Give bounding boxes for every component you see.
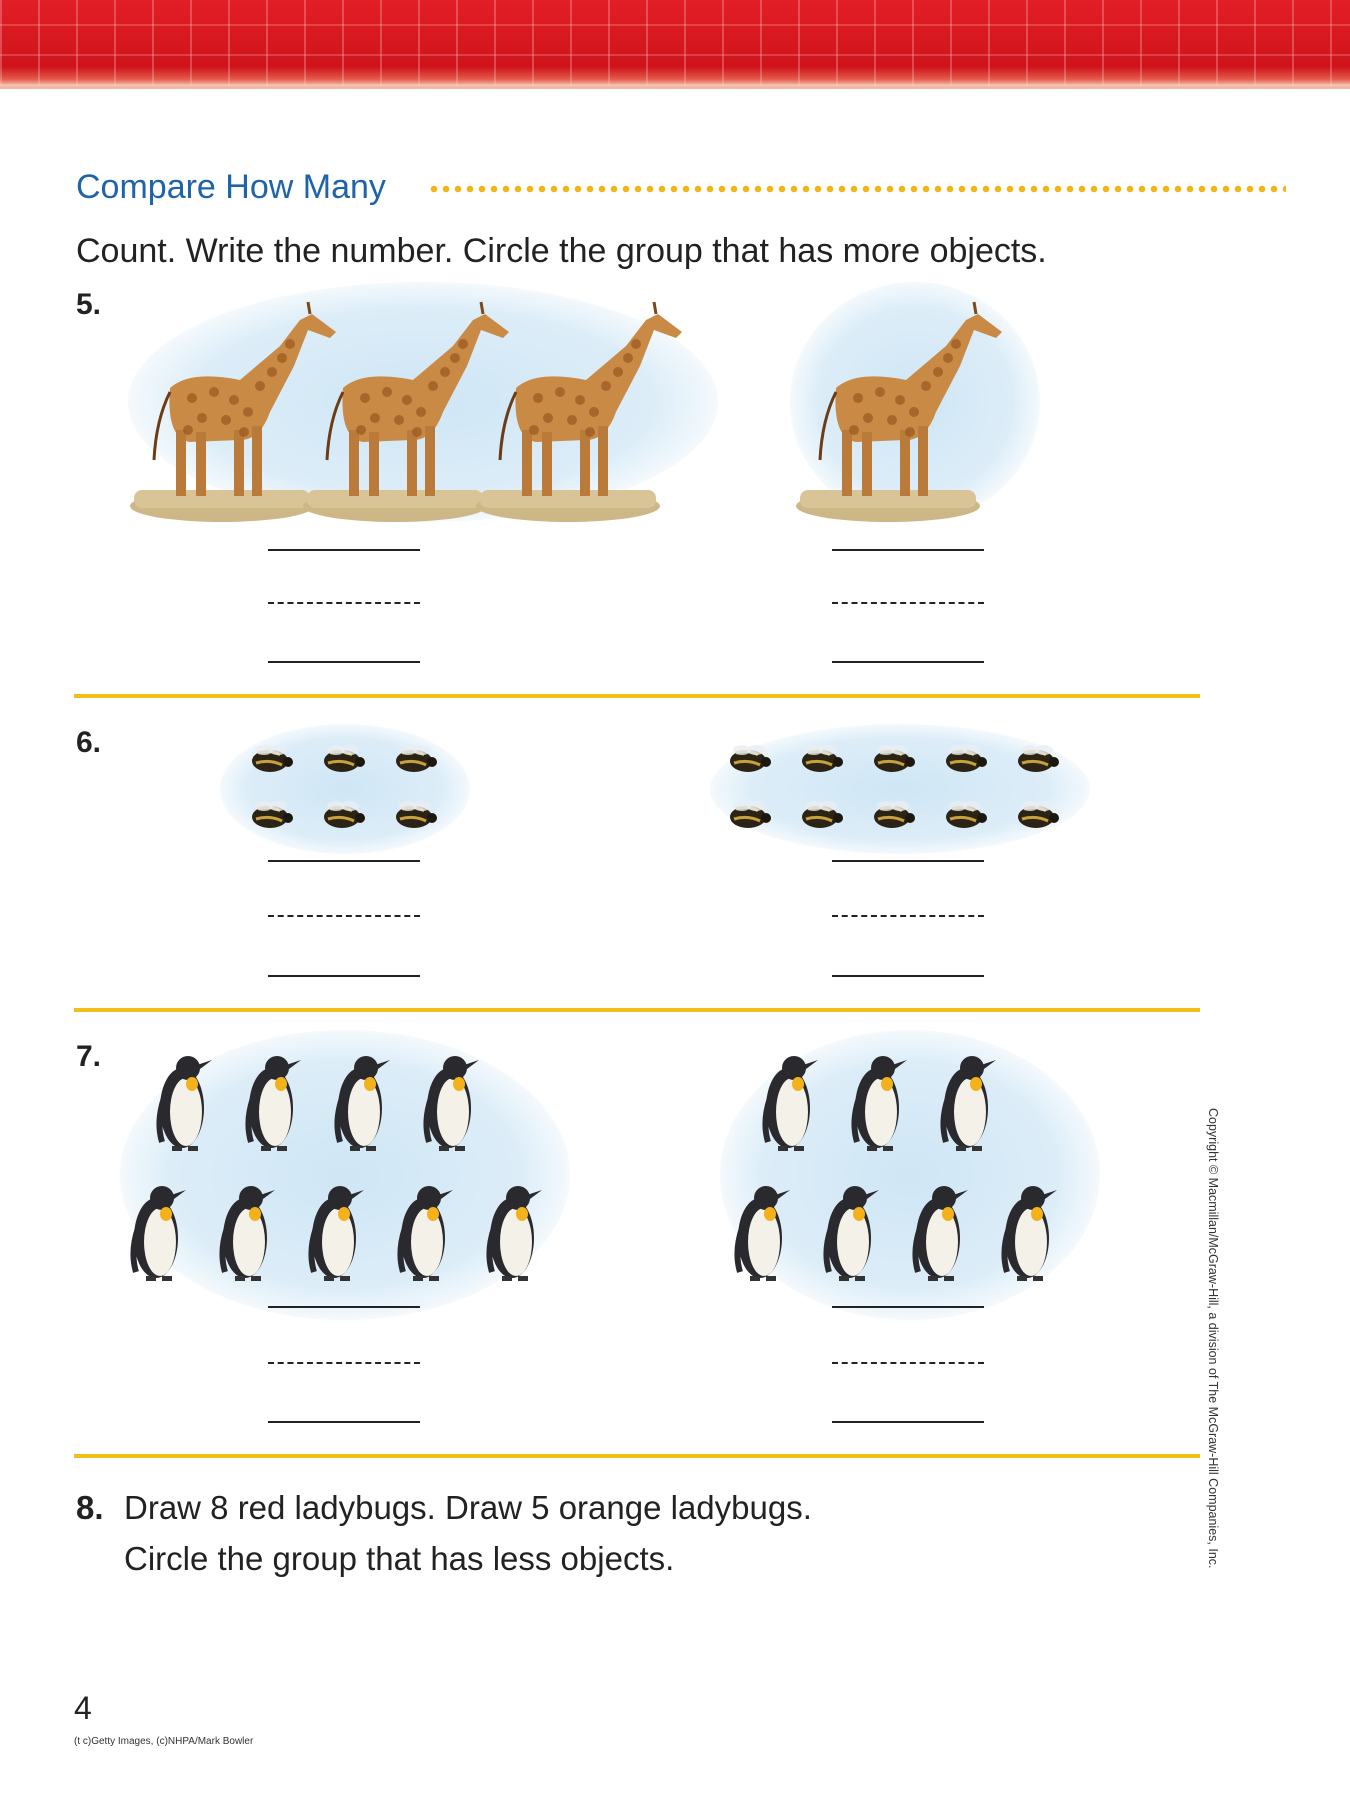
answer-line-top — [832, 860, 984, 862]
question-8-number: 8. — [76, 1489, 104, 1526]
header-banner-edge — [0, 86, 1350, 89]
answer-line-mid — [268, 1362, 420, 1364]
penguin-icon — [124, 1180, 188, 1284]
answer-line-top — [832, 1306, 984, 1308]
title-dotted-rule — [428, 185, 1286, 193]
penguin-icon — [906, 1180, 970, 1284]
bee-icon — [866, 801, 918, 829]
section-title: Compare How Many — [76, 168, 386, 206]
penguin-icon — [391, 1180, 455, 1284]
question-8 — [76, 1482, 812, 1584]
penguin-icon — [756, 1050, 820, 1154]
question-6-number: 6. — [76, 726, 102, 759]
penguin-icon — [239, 1050, 303, 1154]
penguin-icon — [302, 1180, 366, 1284]
answer-line-mid — [832, 915, 984, 917]
penguin-icon — [995, 1180, 1059, 1284]
question-6-right-backdrop — [710, 724, 1090, 854]
giraffe-icon — [476, 300, 686, 536]
answer-line-top — [832, 549, 984, 551]
answer-line-bottom[interactable] — [832, 661, 984, 663]
question-7-number: 7. — [76, 1040, 102, 1073]
answer-line-bottom[interactable] — [268, 975, 420, 977]
bee-icon — [722, 801, 774, 829]
bee-icon — [1010, 801, 1062, 829]
bee-icon — [388, 745, 440, 773]
question-8-line2: Circle the group that has less objects. — [124, 1540, 675, 1577]
question-5-number: 5. — [76, 288, 102, 321]
answer-line-top — [268, 1306, 420, 1308]
penguin-icon — [728, 1180, 792, 1284]
copyright-notice: Copyright © Macmillan/McGraw-Hill, a division of The McGraw-Hill Companies, Inc. — [1206, 1108, 1220, 1569]
section-divider — [74, 694, 1200, 698]
answer-line-bottom[interactable] — [832, 1421, 984, 1423]
penguin-icon — [417, 1050, 481, 1154]
bee-icon — [316, 745, 368, 773]
photo-credits: (t c)Getty Images, (c)NHPA/Mark Bowler — [74, 1736, 254, 1747]
penguin-icon — [934, 1050, 998, 1154]
bee-icon — [1010, 745, 1062, 773]
bee-icon — [866, 745, 918, 773]
bee-icon — [794, 801, 846, 829]
bee-icon — [938, 745, 990, 773]
answer-line-mid — [832, 602, 984, 604]
instructions: Count. Write the number. Circle the group that has more objects. — [76, 232, 1047, 270]
bee-icon — [244, 745, 296, 773]
giraffe-icon — [796, 300, 1006, 536]
answer-line-mid — [268, 602, 420, 604]
question-6-left-backdrop — [220, 724, 470, 854]
penguin-icon — [817, 1180, 881, 1284]
answer-line-mid — [268, 915, 420, 917]
bee-icon — [244, 801, 296, 829]
bee-icon — [316, 801, 368, 829]
penguin-icon — [480, 1180, 544, 1284]
answer-line-bottom[interactable] — [268, 1421, 420, 1423]
section-divider — [74, 1454, 1200, 1458]
section-divider — [74, 1008, 1200, 1012]
penguin-icon — [213, 1180, 277, 1284]
penguin-icon — [328, 1050, 392, 1154]
page-number: 4 — [74, 1690, 92, 1726]
answer-line-top — [268, 549, 420, 551]
bee-icon — [794, 745, 846, 773]
bee-icon — [938, 801, 990, 829]
bee-icon — [388, 801, 440, 829]
header-banner — [0, 0, 1350, 86]
penguin-icon — [845, 1050, 909, 1154]
penguin-icon — [150, 1050, 214, 1154]
answer-line-mid — [832, 1362, 984, 1364]
question-8-line1: Draw 8 red ladybugs. Draw 5 orange ladybugs. — [124, 1489, 812, 1526]
answer-line-bottom[interactable] — [832, 975, 984, 977]
bee-icon — [722, 745, 774, 773]
answer-line-bottom[interactable] — [268, 661, 420, 663]
answer-line-top — [268, 860, 420, 862]
